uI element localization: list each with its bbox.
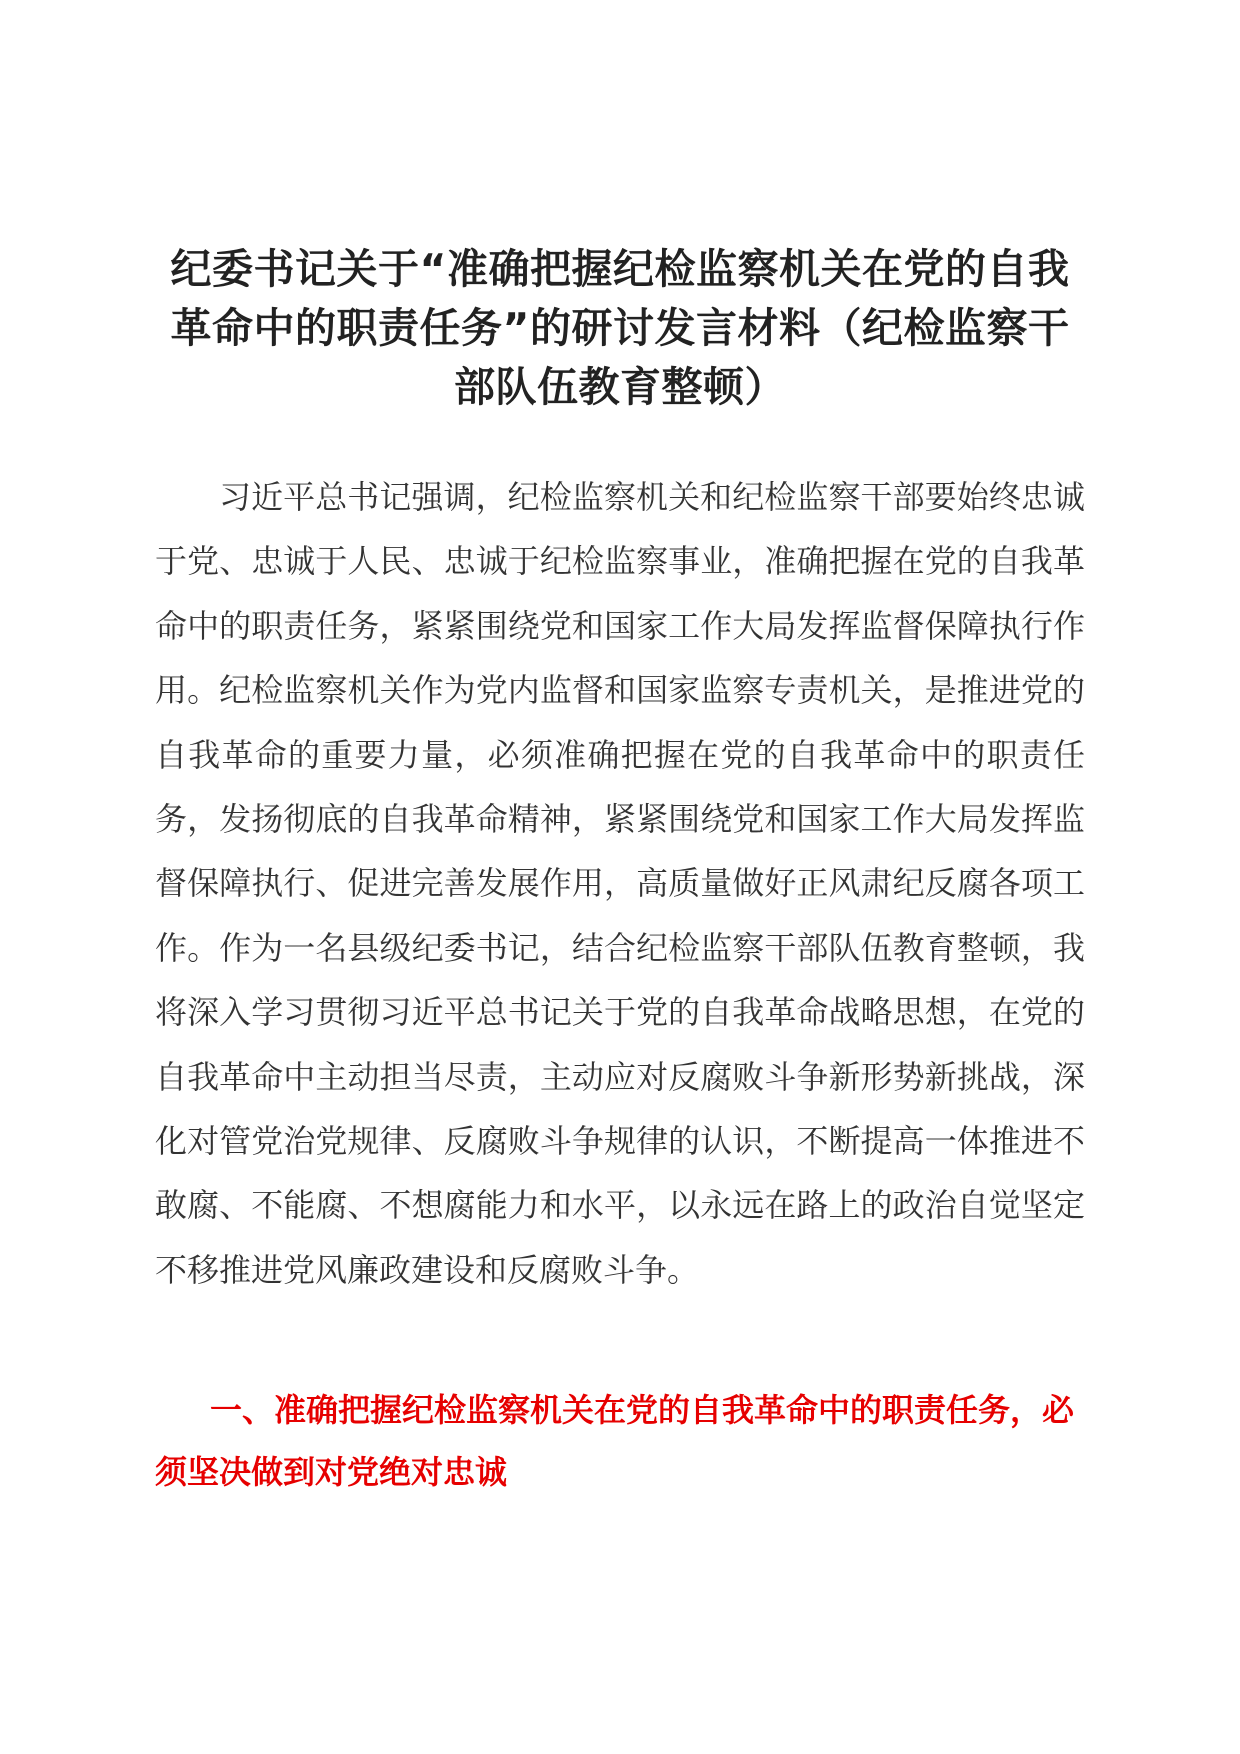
section-heading: 一、准确把握纪检监察机关在党的自我革命中的职责任务，必须坚决做到对党绝对忠诚: [155, 1391, 1075, 1491]
body-paragraph: 习近平总书记强调，纪检监察机关和纪检监察干部要始终忠诚于党、忠诚于人民、忠诚于纪检监察事业，准确把握在党的自我革命中的职责任务，紧紧围绕党和国家工作大局发挥监督保障执行作用。纪检监察机关作为党内监督和国家监察专责机关，是推进党的自我革命的重要力量，必须准确把握在党的自我革命中的职责任务，发扬彻底的自我革命精神，紧紧围绕党和国家工作大局发挥监督保障执行、促进完善发展作用，高质量做好正风肃纪反腐各项工作。作为一名县级纪委书记，结合纪检监察干部队伍教育整顿，我将深入学习贯彻习近平总书记关于党的自我革命战略思想，在党的自我革命中主动担当尽责，主动应对反腐败斗争新形势新挑战，深化对管党治党规律、反腐败斗争规律的认识，不断提高一体推进不敢腐、不能腐、不想腐能力和水平，以永远在路上的政治自觉坚定不移推进党风廉政建设和反腐败斗争。: [155, 478, 1085, 1289]
document-title: 纪委书记关于“准确把握纪检监察机关在党的自我革命中的职责任务”的研讨发言材料（纪检监察干部队伍教育整顿）: [170, 245, 1070, 411]
